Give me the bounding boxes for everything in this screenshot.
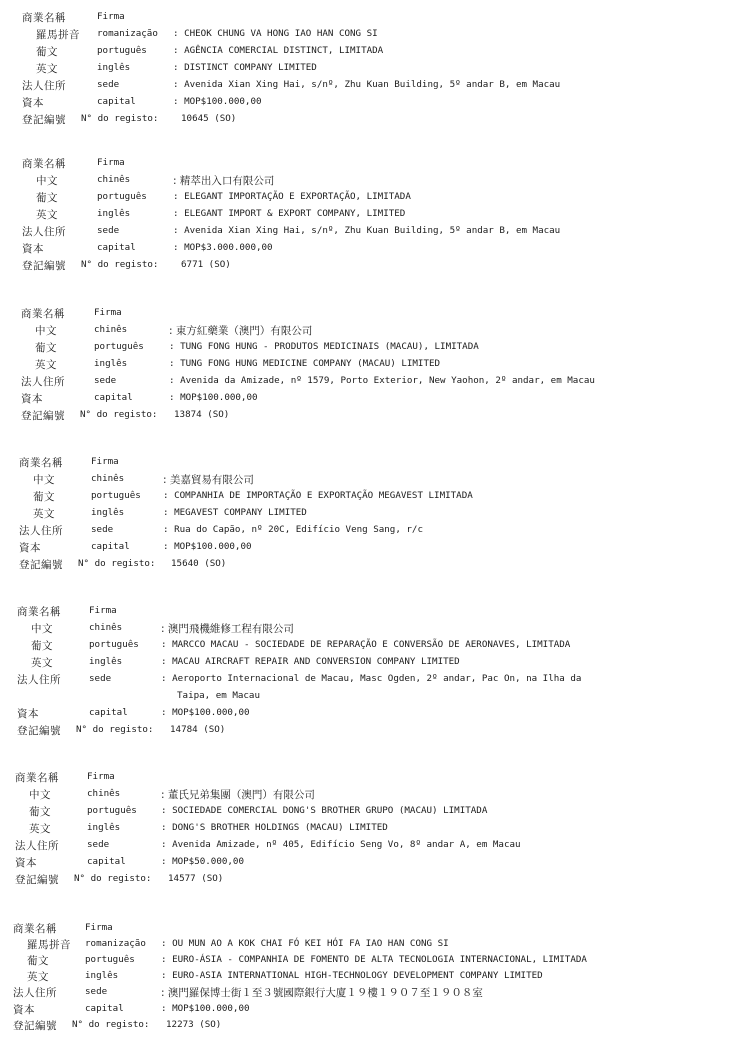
sede-value: : Avenida da Amizade, nº 1579, Porto Exterior, New Yaohon, 2º andar, em Macau (169, 375, 595, 386)
portugues-label-zh: 葡文 (36, 192, 58, 204)
ingles-label-zh: 英文 (35, 359, 57, 371)
sede-label-pt: sede (97, 79, 120, 90)
romanizacao-value: : OU MUN AO A KOK CHAI FÓ KEI HÓI FA IAO HAN CONG SI (161, 938, 449, 949)
capital-label-zh: 資本 (22, 243, 44, 255)
capital-value: : MOP$50.000,00 (161, 856, 244, 867)
sede-label-pt: sede (97, 225, 120, 236)
chines-label-zh: 中文 (33, 474, 55, 486)
capital-label-zh: 資本 (19, 542, 41, 554)
ingles-label-pt: inglês (94, 358, 128, 369)
firma-label-pt: Firma (89, 605, 117, 616)
firma-label-pt: Firma (97, 157, 125, 168)
chines-label-pt: chinês (89, 622, 123, 633)
ingles-label-zh: 英文 (31, 657, 53, 669)
portugues-label-zh: 葡文 (35, 342, 57, 354)
chines-name-value: : 澳門飛機維修工程有限公司 (161, 623, 294, 635)
portugues-label-pt: português (97, 45, 147, 56)
registo-label-pt: N° do registo: (74, 873, 152, 884)
ingles-name-value: : MACAU AIRCRAFT REPAIR AND CONVERSION COMPANY LIMITED (161, 656, 460, 667)
sede-value: : Rua do Capão, nº 20C, Edifício Veng Sang, r/c (163, 524, 423, 535)
portugues-name-value: : TUNG FONG HUNG - PRODUTOS MEDICINAIS (MACAU), LIMITADA (169, 341, 479, 352)
capital-label-pt: capital (89, 707, 128, 718)
sede-label-pt: sede (85, 986, 108, 997)
capital-label-pt: capital (87, 856, 126, 867)
sede-label-zh: 法人住所 (19, 525, 63, 537)
portugues-label-zh: 葡文 (31, 640, 53, 652)
ingles-label-pt: inglês (85, 970, 119, 981)
firma-label-zh: 商業名稱 (22, 158, 66, 170)
sede-label-pt: sede (91, 524, 114, 535)
registo-number: 13874 (SO) (174, 409, 230, 420)
portugues-label-pt: português (94, 341, 144, 352)
firma-label-zh: 商業名稱 (19, 457, 63, 469)
registo-label-zh: 登記編號 (15, 874, 59, 886)
ingles-label-zh: 英文 (27, 971, 49, 983)
romanizacao-label-zh: 羅馬拼音 (27, 939, 71, 951)
ingles-label-pt: inglês (89, 656, 123, 667)
firma-label-zh: 商業名稱 (22, 12, 66, 24)
firma-label-zh: 商業名稱 (15, 772, 59, 784)
chines-name-value: : 東方紅藥業（澳門）有限公司 (169, 325, 313, 337)
portugues-label-zh: 葡文 (29, 806, 51, 818)
registo-number: 6771 (SO) (181, 259, 231, 270)
sede-value: : Avenida Xian Xing Hai, s/nº, Zhu Kuan Building, 5º andar B, em Macau (173, 79, 561, 90)
ingles-label-pt: inglês (91, 507, 125, 518)
chines-label-pt: chinês (97, 174, 131, 185)
portugues-label-zh: 葡文 (33, 491, 55, 503)
firma-label-pt: Firma (94, 307, 122, 318)
sede-value: : Avenida Amizade, nº 405, Edifício Seng Vo, 8º andar A, em Macau (161, 839, 521, 850)
portugues-name-value: : SOCIEDADE COMERCIAL DONG'S BROTHER GRUPO (MACAU) LIMITADA (161, 805, 488, 816)
ingles-name-value: : MEGAVEST COMPANY LIMITED (163, 507, 307, 518)
registo-number: 10645 (SO) (181, 113, 237, 124)
ingles-label-pt: inglês (97, 208, 131, 219)
registo-label-zh: 登記編號 (13, 1020, 57, 1032)
romanizacao-label-pt: romanização (85, 938, 146, 949)
ingles-label-zh: 英文 (36, 63, 58, 75)
firma-label-pt: Firma (85, 922, 113, 933)
sede-label-pt: sede (94, 375, 117, 386)
portugues-label-pt: português (97, 191, 147, 202)
ingles-name-value: : DISTINCT COMPANY LIMITED (173, 62, 317, 73)
ingles-label-zh: 英文 (36, 209, 58, 221)
ingles-name-value: : TUNG FONG HUNG MEDICINE COMPANY (MACAU) LIMITED (169, 358, 441, 369)
portugues-label-zh: 葡文 (36, 46, 58, 58)
capital-value: : MOP$100.000,00 (169, 392, 258, 403)
portugues-name-value: : EURO-ÁSIA - COMPANHIA DE FOMENTO DE ALTA TECNOLOGIA INTERNACIONAL, LIMITADA (161, 954, 587, 965)
ingles-name-value: : EURO-ASIA INTERNATIONAL HIGH-TECHNOLOGY DEVELOPMENT COMPANY LIMITED (161, 970, 543, 981)
registo-label-zh: 登記編號 (22, 114, 66, 126)
chines-label-pt: chinês (91, 473, 125, 484)
sede-label-zh: 法人住所 (15, 840, 59, 852)
sede-value: : 澳門羅保博士街１至３號國際銀行大廈１９樓１９０７至１９０８室 (161, 987, 483, 999)
registo-label-zh: 登記編號 (17, 725, 61, 737)
firma-label-pt: Firma (97, 11, 125, 22)
chines-name-value: : 精萃出入口有限公司 (173, 175, 275, 187)
sede-value-continued: Taipa, em Macau (177, 690, 260, 701)
registo-number: 14784 (SO) (170, 724, 226, 735)
capital-value: : MOP$3.000.000,00 (173, 242, 273, 253)
chines-label-zh: 中文 (35, 325, 57, 337)
sede-label-pt: sede (89, 673, 112, 684)
firma-label-zh: 商業名稱 (21, 308, 65, 320)
capital-value: : MOP$100.000,00 (161, 1003, 250, 1014)
registo-label-pt: N° do registo: (81, 113, 159, 124)
sede-value: : Avenida Xian Xing Hai, s/nº, Zhu Kuan Building, 5º andar B, em Macau (173, 225, 561, 236)
capital-label-zh: 資本 (15, 857, 37, 869)
ingles-label-zh: 英文 (33, 508, 55, 520)
firma-label-zh: 商業名稱 (13, 923, 57, 935)
sede-value: : Aeroporto Internacional de Macau, Masc Ogden, 2º andar, Pac On, na Ilha da (161, 673, 582, 684)
registo-number: 12273 (SO) (166, 1019, 222, 1030)
capital-label-pt: capital (94, 392, 133, 403)
portugues-label-pt: português (91, 490, 141, 501)
capital-value: : MOP$100.000,00 (161, 707, 250, 718)
registo-label-pt: N° do registo: (72, 1019, 150, 1030)
portugues-name-value: : ELEGANT IMPORTAÇÃO E EXPORTAÇÃO, LIMITADA (173, 191, 411, 202)
sede-label-pt: sede (87, 839, 110, 850)
portugues-name-value: : MARCCO MACAU - SOCIEDADE DE REPARAÇÃO E CONVERSÃO DE AERONAVES, LIMITADA (161, 639, 571, 650)
portugues-name-value: : AGÊNCIA COMERCIAL DISTINCT, LIMITADA (173, 45, 384, 56)
ingles-label-pt: inglês (97, 62, 131, 73)
chines-label-pt: chinês (87, 788, 121, 799)
registo-label-pt: N° do registo: (78, 558, 156, 569)
capital-label-pt: capital (91, 541, 130, 552)
sede-label-zh: 法人住所 (13, 987, 57, 999)
chines-label-zh: 中文 (36, 175, 58, 187)
capital-label-pt: capital (97, 242, 136, 253)
capital-label-pt: capital (85, 1003, 124, 1014)
firma-label-pt: Firma (91, 456, 119, 467)
chines-label-zh: 中文 (29, 789, 51, 801)
registo-number: 15640 (SO) (171, 558, 227, 569)
capital-label-zh: 資本 (13, 1004, 35, 1016)
capital-label-zh: 資本 (22, 97, 44, 109)
capital-value: : MOP$100.000,00 (163, 541, 252, 552)
sede-label-zh: 法人住所 (17, 674, 61, 686)
romanizacao-value: : CHEOK CHUNG VA HONG IAO HAN CONG SI (173, 28, 378, 39)
firma-label-pt: Firma (87, 771, 115, 782)
portugues-label-pt: português (87, 805, 137, 816)
chines-label-zh: 中文 (31, 623, 53, 635)
registo-label-pt: N° do registo: (81, 259, 159, 270)
romanizacao-label-zh: 羅馬拼音 (36, 29, 80, 41)
chines-name-value: : 董氏兄弟集團（澳門）有限公司 (161, 789, 315, 801)
ingles-name-value: : ELEGANT IMPORT & EXPORT COMPANY, LIMITED (173, 208, 406, 219)
registo-label-zh: 登記編號 (22, 260, 66, 272)
portugues-label-pt: português (85, 954, 135, 965)
sede-label-zh: 法人住所 (22, 226, 66, 238)
chines-name-value: : 美嘉貿易有限公司 (163, 474, 254, 486)
sede-label-zh: 法人住所 (21, 376, 65, 388)
ingles-label-pt: inglês (87, 822, 121, 833)
registo-label-zh: 登記編號 (21, 410, 65, 422)
capital-value: : MOP$100.000,00 (173, 96, 262, 107)
registo-label-pt: N° do registo: (80, 409, 158, 420)
sede-label-zh: 法人住所 (22, 80, 66, 92)
registo-label-zh: 登記編號 (19, 559, 63, 571)
registo-number: 14577 (SO) (168, 873, 224, 884)
chines-label-pt: chinês (94, 324, 128, 335)
capital-label-pt: capital (97, 96, 136, 107)
portugues-name-value: : COMPANHIA DE IMPORTAÇÃO E EXPORTAÇÃO MEGAVEST LIMITADA (163, 490, 473, 501)
capital-label-zh: 資本 (17, 708, 39, 720)
firma-label-zh: 商業名稱 (17, 606, 61, 618)
romanizacao-label-pt: romanização (97, 28, 158, 39)
registo-label-pt: N° do registo: (76, 724, 154, 735)
portugues-label-zh: 葡文 (27, 955, 49, 967)
ingles-name-value: : DONG'S BROTHER HOLDINGS (MACAU) LIMITED (161, 822, 388, 833)
capital-label-zh: 資本 (21, 393, 43, 405)
portugues-label-pt: português (89, 639, 139, 650)
ingles-label-zh: 英文 (29, 823, 51, 835)
